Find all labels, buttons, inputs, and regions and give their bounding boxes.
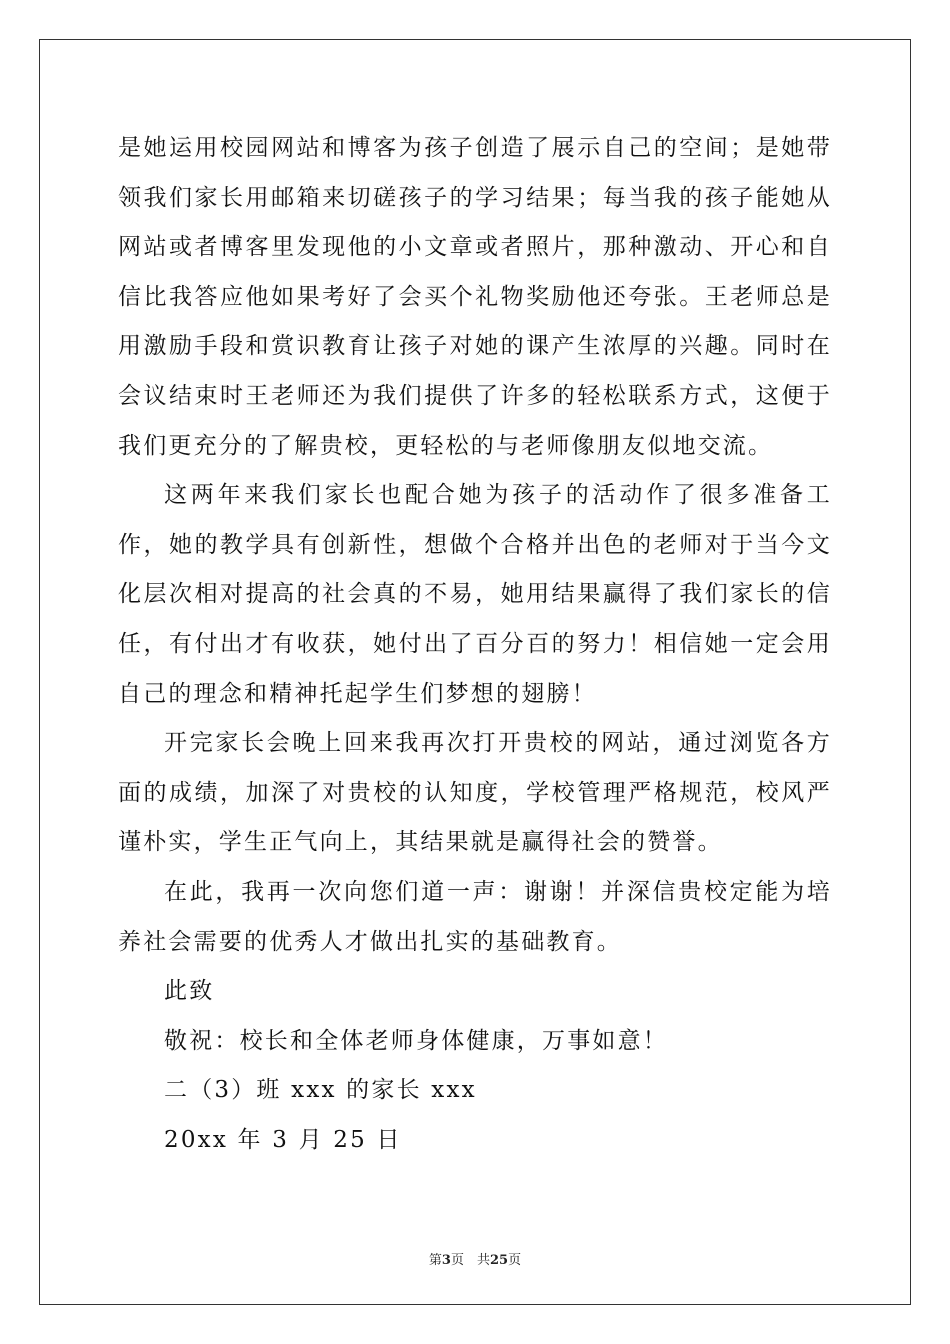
paragraph-3: 开完家长会晚上回来我再次打开贵校的网站，通过浏览各方面的成绩，加深了对贵校的认知度，学校管理严格规范，校风严谨朴实，学生正气向上，其结果就是赢得社会的赞誉。 (118, 730, 832, 856)
footer-middle: 页 共 (450, 1253, 490, 1268)
paragraph-2: 这两年来我们家长也配合她为孩子的活动作了很多准备工作，她的教学具有创新性，想做个合格并出色的老师对于当今文化层次相对提高的社会真的不易，她用结果赢得了我们家长的信任，有付出才有收获，她付出了百分百的努力！相信她一定会用自己的理念和精神托起学生们梦想的翅膀！ (118, 482, 832, 707)
paragraph-1: 是她运用校园网站和博客为孩子创造了展示自己的空间；是她带领我们家长用邮箱来切磋孩子的学习结果；每当我的孩子能她从网站或者博客里发现他的小文章或者照片，那种激动、开心和自信比我答应他如果考好了会买个礼物奖励他还夸张。王老师总是用激励手段和赏识教育让孩子对她的课产生浓厚的兴趣。同时在会议结束时王老师还为我们提供了许多的轻松联系方式，这便于我们更充分的了解贵校，更轻松的与老师像朋友似地交流。 (118, 135, 832, 459)
paragraph-4: 在此，我再一次向您们道一声：谢谢！并深信贵校定能为培养社会需要的优秀人才做出扎实的基础教育。 (118, 878, 832, 955)
total-pages-number: 25 (489, 1253, 509, 1268)
closing-wishes: 敬祝：校长和全体老师身体健康，万事如意！ (164, 1027, 668, 1054)
current-page-number: 3 (441, 1253, 451, 1268)
salutation: 此致 (164, 978, 215, 1005)
page-footer (0, 1249, 950, 1268)
signature: 二（3）班 xxx 的家长 xxx (164, 1077, 477, 1104)
footer-prefix: 第 (428, 1253, 442, 1268)
date-line: 20xx 年 3 月 25 日 (164, 1126, 402, 1153)
letter-body (118, 124, 832, 1165)
footer-suffix: 页 (508, 1253, 522, 1268)
